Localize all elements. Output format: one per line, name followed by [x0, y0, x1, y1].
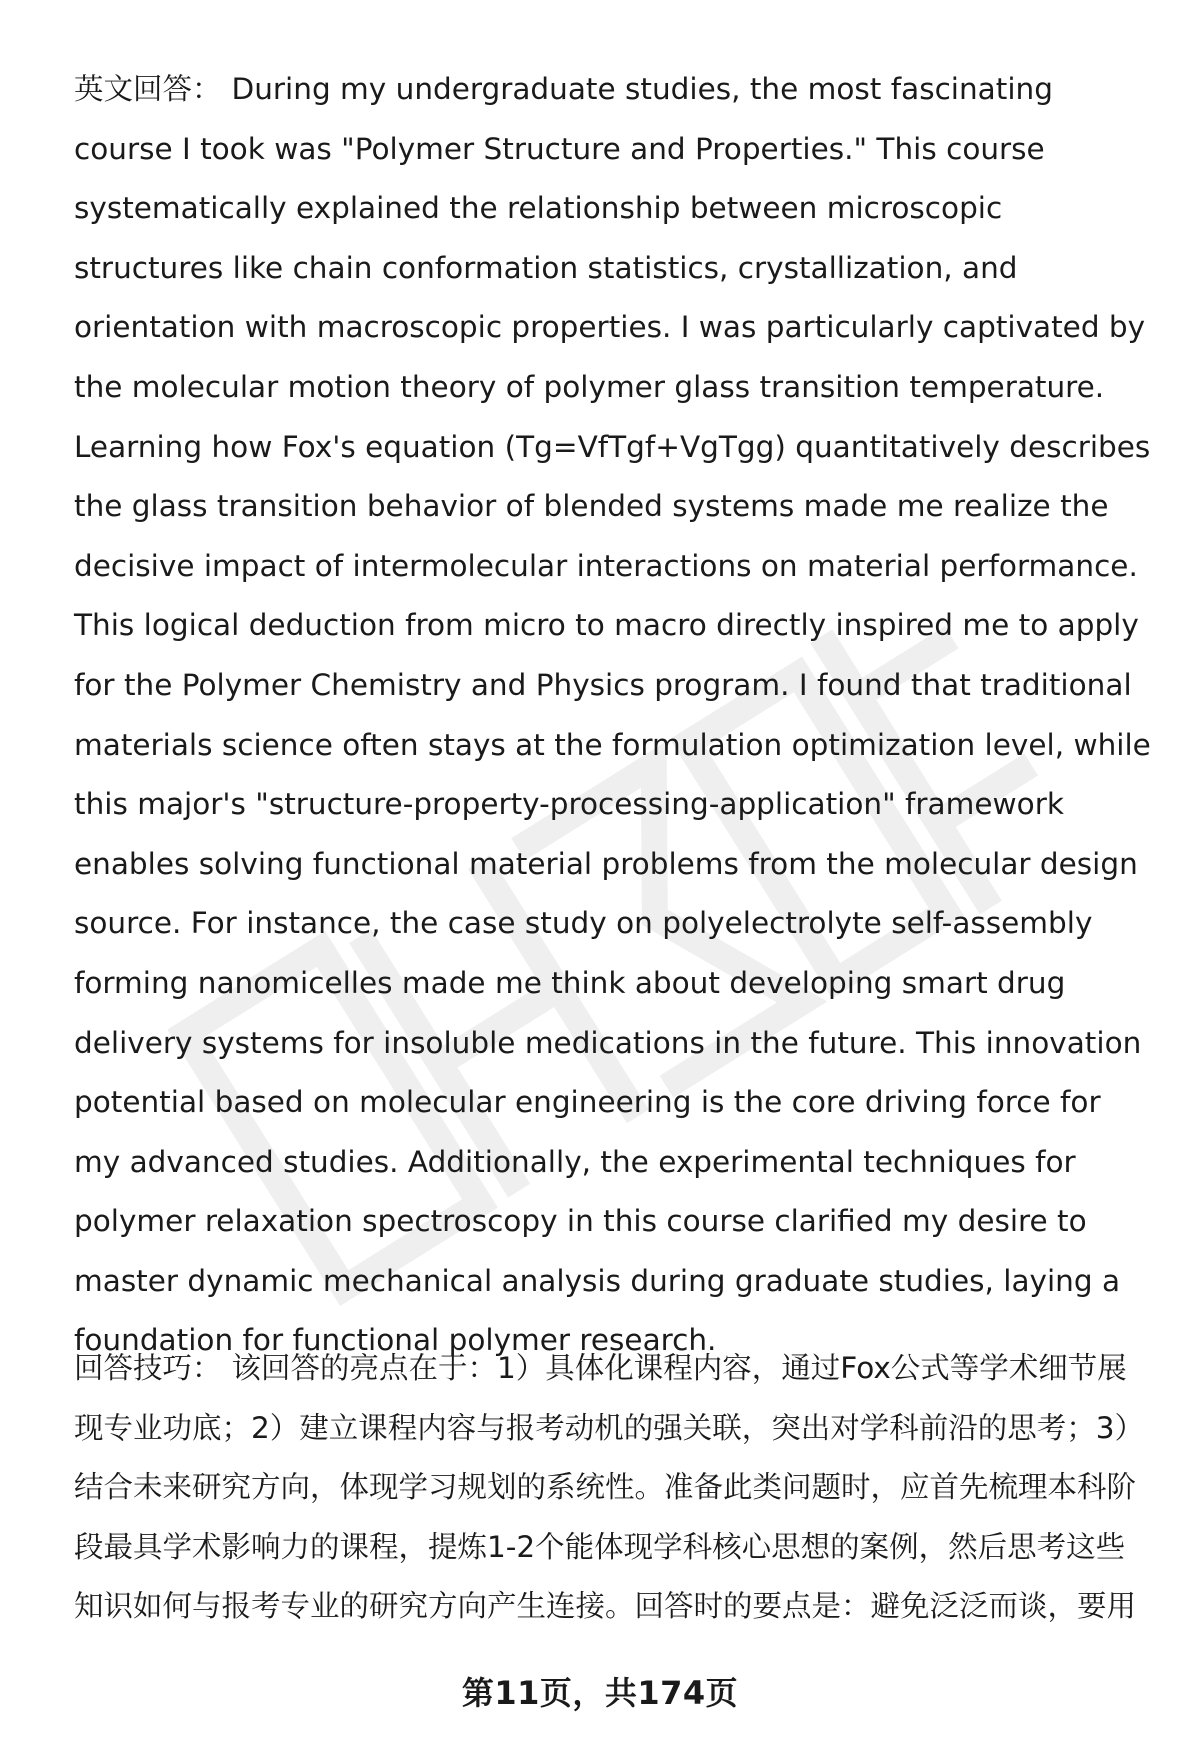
english-answer-label: 英文回答： [74, 72, 222, 106]
english-answer-text: During my undergraduate studies, the most fascinating course I took was "Polymer Structure and Properties." This course systematically explained the relationship between microscopic structures like chain conformation statistics, crystallization, and orientation with macroscopic properties. I was particularly captivated by the molecular motion theory of polymer glass transition temperature. Learning how Fox's equation (Tg=VfTgf+VgTgg) quantitatively describes the glass transition behavior of blended systems made me realize the decisive impact of intermolecular interactions on material performance. This logical deduction from micro to macro directly inspired me to apply for the Polymer Chemistry and Physics program. I found that traditional materials science often stays at the formulation optimization level, while this major's "structure-property-processing-application" framework enables solving functional material problems from the molecular design source. For instance, the case study on polyelectrolyte self-assembly forming nanomicelles made me think about developing smart drug delivery systems for insoluble medications in the future. This innovation potential based on molecular engineering is the core driving force for my advanced studies. Additionally, the experimental techniques for polymer relaxation spectroscopy in this course clarified my desire to master dynamic mechanical analysis during graduate studies, laying a foundation for functional polymer research. [74, 72, 1151, 1358]
answer-tips-label: 回答技巧： [74, 1351, 222, 1385]
page-number-footer: 第11页，共174页 [461, 1674, 739, 1712]
english-answer-paragraph [74, 60, 1154, 1371]
answer-tips-paragraph [74, 1339, 1154, 1637]
answer-tips-text: 该回答的亮点在于：1）具体化课程内容，通过Fox公式等学术细节展现专业功底；2）建立课程内容与报考动机的强关联，突出对学科前沿的思考；3）结合未来研究方向，体现学习规划的系统性。准备此类问题时，应首先梳理本科阶段最具学术影响力的课程，提炼1-2个能体现学科核心思想的案例，然后思考这些知识如何与报考专业的研究方向产生连接。回答时的要点是：避免泛泛而谈，要用 [74, 1351, 1145, 1624]
